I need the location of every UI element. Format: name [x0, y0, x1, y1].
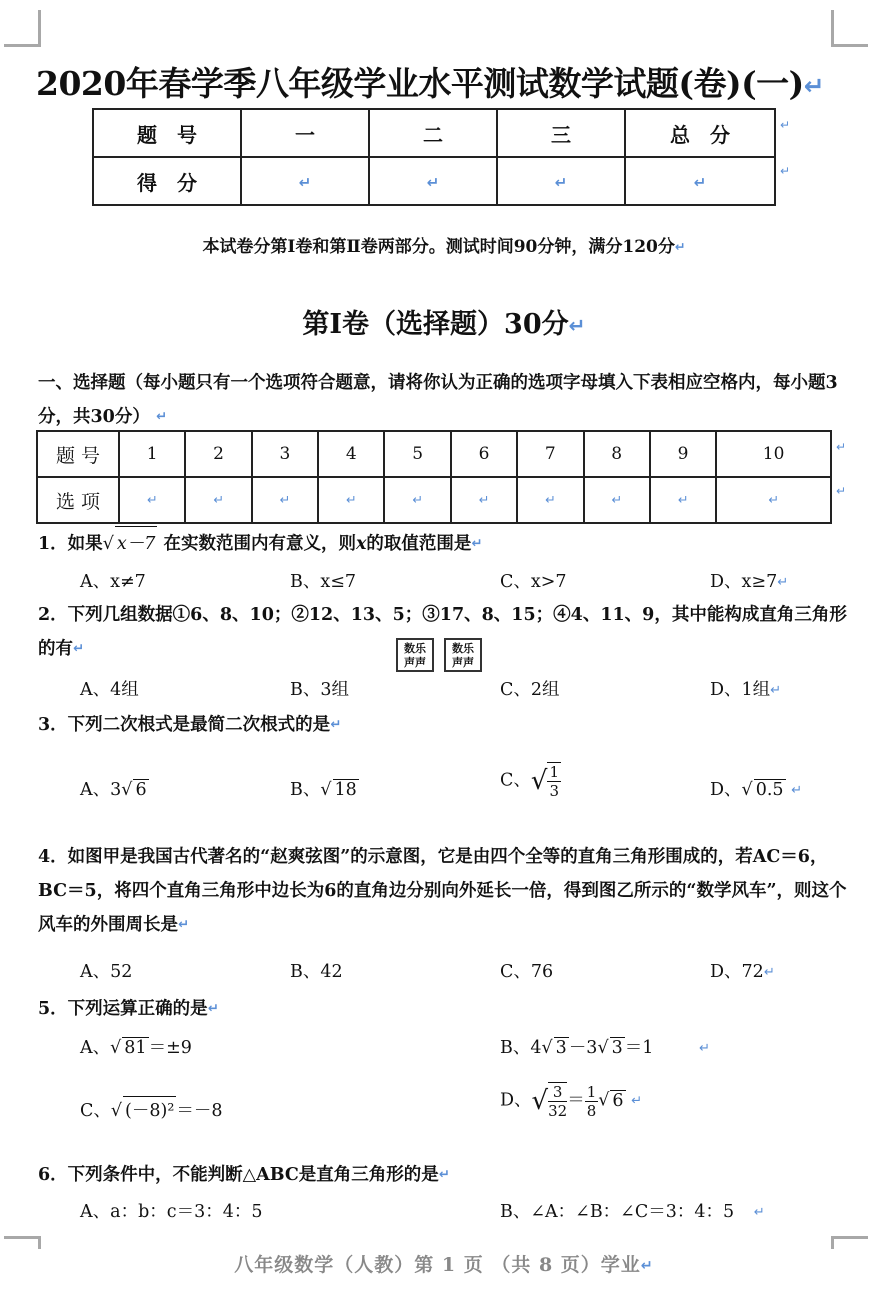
answer-choice-cell[interactable]: ↵ [252, 477, 318, 523]
exam-intro: 本试卷分第Ⅰ卷和第Ⅱ卷两部分。测试时间90分钟，满分120分↵ [202, 237, 686, 257]
question-1-option-b: B、x≤7 [290, 572, 357, 592]
question-4-option-b: B、42 [290, 962, 343, 982]
question-3-option-b: B、√ 18 [290, 780, 357, 800]
crop-mark-top-left [4, 10, 41, 47]
answer-row-label: 选 项 [37, 477, 119, 523]
answer-choice-cell[interactable]: ↵ [716, 477, 831, 523]
question-2-option-d: D、1组↵ [710, 680, 782, 700]
answer-number: 10 [716, 431, 831, 477]
page-footer: 八年级数学（人教）第 1 页 （共 8 页）学业↵ [234, 1254, 654, 1276]
section-title: 第Ⅰ卷（选择题）30分↵ [302, 309, 586, 340]
answer-row-label: 题 号 [37, 431, 119, 477]
question-6-option-a: A、a：b：c＝3：4：5 [80, 1202, 263, 1222]
question-1-option-d: D、x≥7↵ [710, 572, 789, 592]
answer-number: 9 [650, 431, 716, 477]
question-6-stem: 6．下列条件中，不能判断△ABC是直角三角形的是↵ [38, 1165, 450, 1185]
score-header-cell: 总 分 [625, 109, 775, 157]
answer-number-row [37, 431, 831, 477]
stamp-image: 数乐 声声 [396, 638, 434, 672]
question-2-stem: 2．下列几组数据①6、8、10；②12、13、5；③17、8、15；④4、11、9，其中能构成直角三角形的有↵ [38, 605, 847, 659]
score-cell[interactable]: ↵ [497, 157, 625, 205]
exam-title: 2020年春学季八年级学业水平测试数学试题(卷)(一)↵ [36, 64, 825, 103]
question-2-option-c: C、2组 [500, 680, 560, 700]
answer-choice-row [37, 477, 831, 523]
score-cell[interactable]: ↵ [625, 157, 775, 205]
answer-number: 8 [584, 431, 650, 477]
answer-number: 1 [119, 431, 185, 477]
score-header-cell: 二 [369, 109, 497, 157]
question-2-option-b: B、3组 [290, 680, 349, 700]
answer-number: 2 [185, 431, 251, 477]
answer-choice-cell[interactable]: ↵ [384, 477, 450, 523]
answer-number: 7 [517, 431, 583, 477]
question-6-option-b: B、∠A：∠B：∠C＝3：4：5 ↵ [500, 1202, 765, 1222]
answer-choice-cell[interactable]: ↵ [185, 477, 251, 523]
answer-number: 6 [451, 431, 517, 477]
answer-number: 5 [384, 431, 450, 477]
answer-choice-cell[interactable]: ↵ [318, 477, 384, 523]
score-cell[interactable]: ↵ [369, 157, 497, 205]
question-4-option-c: C、76 [500, 962, 554, 982]
answer-table [36, 430, 832, 524]
question-4-option-a: A、52 [80, 962, 133, 982]
answer-choice-cell[interactable]: ↵ [119, 477, 185, 523]
question-3-stem: 3．下列二次根式是最简二次根式的是↵ [38, 715, 342, 735]
return-mark-icon: ↵ [836, 440, 847, 454]
section-instruction: 一、选择题（每小题只有一个选项符合题意，请将你认为正确的选项字母填入下表相应空格内，每小题3分，共30分） ↵ [38, 373, 838, 427]
question-5-stem: 5．下列运算正确的是↵ [38, 999, 219, 1019]
question-2-option-a: A、4组 [80, 680, 139, 700]
question-1-option-c: C、x>7 [500, 572, 567, 592]
answer-choice-cell[interactable]: ↵ [650, 477, 716, 523]
crop-mark-bottom-left [4, 1236, 41, 1249]
question-5-option-c: C、√ (－8)² ＝－8 [80, 1096, 223, 1122]
crop-mark-top-right [831, 10, 868, 47]
return-mark-icon: ↵ [836, 484, 847, 498]
score-table-header-row [93, 109, 775, 157]
question-5-option-d: D、√ $\frac{3}{32}$ ＝ $\frac{1}{8}$ √ 6 ↵ [500, 1082, 643, 1120]
return-mark-icon: ↵ [780, 164, 791, 178]
score-cell[interactable]: ↵ [241, 157, 369, 205]
score-row-label: 得 分 [93, 157, 241, 205]
question-4-stem: 4．如图甲是我国古代著名的“赵爽弦图”的示意图，它是由四个全等的直角三角形围成的，若AC＝6，BC＝5，将四个直角三角形中边长为6的直角边分别向外延长一倍，得到图乙所示的“数学风车”，则这个风车的外围周长是↵ [38, 847, 847, 935]
score-table-score-row [93, 157, 775, 205]
answer-choice-cell[interactable]: ↵ [451, 477, 517, 523]
question-1-option-a: A、x≠7 [80, 572, 146, 592]
question-4-option-d: D、72↵ [710, 962, 775, 982]
score-header-cell: 三 [497, 109, 625, 157]
return-mark-icon: ↵ [803, 71, 825, 101]
question-3-option-a: A、3√ 6 [80, 780, 147, 800]
score-header-cell: 一 [241, 109, 369, 157]
answer-choice-cell[interactable]: ↵ [517, 477, 583, 523]
answer-number: 4 [318, 431, 384, 477]
question-5-option-a: A、√ 81 ＝±9 [80, 1038, 192, 1058]
answer-number: 3 [252, 431, 318, 477]
stamp-image: 数乐 声声 [444, 638, 482, 672]
question-3-option-d: D、√ 0.5 ↵ [710, 780, 803, 800]
answer-choice-cell[interactable]: ↵ [584, 477, 650, 523]
question-1-stem: 1．如果√ x－7 在实数范围内有意义，则x的取值范围是↵ [38, 526, 848, 562]
crop-mark-bottom-right [831, 1236, 868, 1249]
score-table [92, 108, 776, 206]
question-5-option-b: B、4√ 3 －3√ 3 ＝1 ↵ [500, 1038, 710, 1058]
question-3-option-c: C、√ $\frac{1}{3}$ [500, 763, 560, 800]
score-header-cell: 题 号 [93, 109, 241, 157]
return-mark-icon: ↵ [780, 118, 791, 132]
